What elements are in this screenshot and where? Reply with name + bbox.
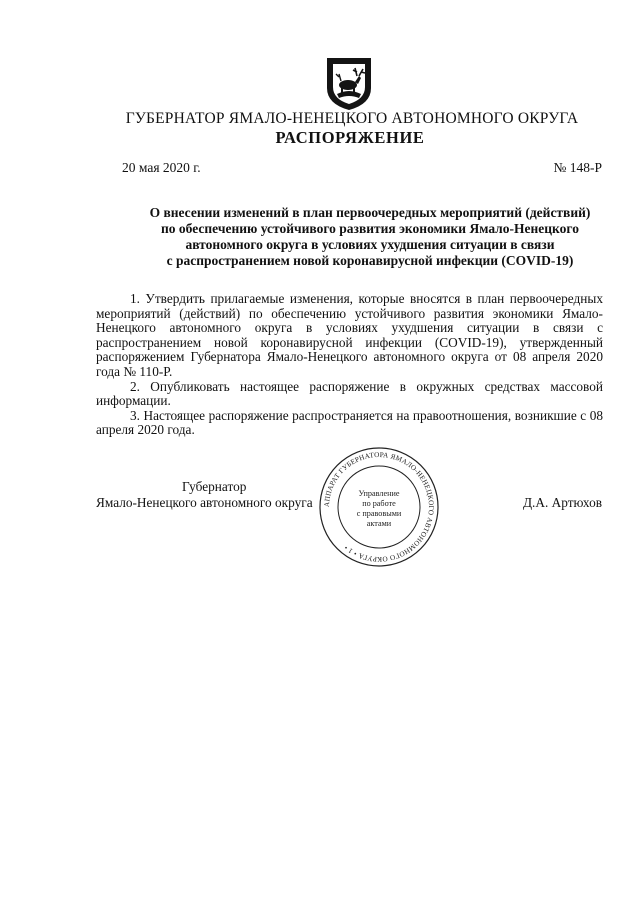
document-subject bbox=[80, 205, 640, 269]
stamp-center-line: с правовыми bbox=[356, 509, 402, 518]
official-stamp bbox=[318, 446, 440, 568]
document-number: № 148-Р bbox=[553, 160, 602, 175]
signatory-name: Д.А. Артюхов bbox=[522, 495, 602, 510]
document-date: 20 мая 2020 г. bbox=[122, 160, 201, 175]
body-paragraph-3: 3. Настоящее распоряжение распространяется на правоотношения, возникшие с 08 апреля 2020 года. bbox=[96, 407, 603, 438]
body-paragraph-1: 1. Утвердить прилагаемые изменения, которые вносятся в план первоочередных мероприятий (действий) по обеспечению устойчивого развития экономики Ямало-Ненецкого автономного округа в условиях ухудшения ситуации в связи с распространением новой коронавирусной инфекции (COVID-19), утвержденный распоряжением Губернатора Ямало-Ненецкого автономного округа от 08 апреля 2020 года № 110-Р. bbox=[96, 291, 603, 379]
subject-line: О внесении изменений в план первоочередных мероприятий (действий) bbox=[149, 205, 591, 220]
stamp-ring-text: АППАРАТ ГУБЕРНАТОРА ЯМАЛО-НЕНЕЦКОГО АВТОНОМНОГО ОКРУГА • 1 • bbox=[322, 450, 436, 564]
stamp-center-line: по работе bbox=[362, 499, 396, 508]
signatory-title-line2: Ямало-Ненецкого автономного округа bbox=[96, 495, 313, 510]
signatory-title bbox=[96, 479, 336, 511]
yamal-coat-of-arms-icon bbox=[323, 54, 375, 112]
stamp-center-line: актами bbox=[366, 519, 392, 528]
stamp-center-line: Управление bbox=[358, 489, 400, 498]
signatory-title-line1: Губернатор bbox=[182, 479, 247, 494]
subject-line: по обеспечению устойчивого развития экономики Ямало-Ненецкого bbox=[161, 221, 579, 236]
subject-line: автономного округа в условиях ухудшения ситуации в связи bbox=[185, 237, 555, 252]
org-heading: ГУБЕРНАТОР ЯМАЛО-НЕНЕЦКОГО АВТОНОМНОГО ОКРУГА bbox=[125, 110, 579, 127]
document-type-heading: РАСПОРЯЖЕНИЕ bbox=[275, 128, 425, 147]
body-paragraph-2: 2. Опубликовать настоящее распоряжение в окружных средствах массовой информации. bbox=[96, 378, 603, 409]
document-body bbox=[96, 292, 603, 438]
subject-line: с распространением новой коронавирусной инфекции (COVID-19) bbox=[166, 253, 574, 268]
